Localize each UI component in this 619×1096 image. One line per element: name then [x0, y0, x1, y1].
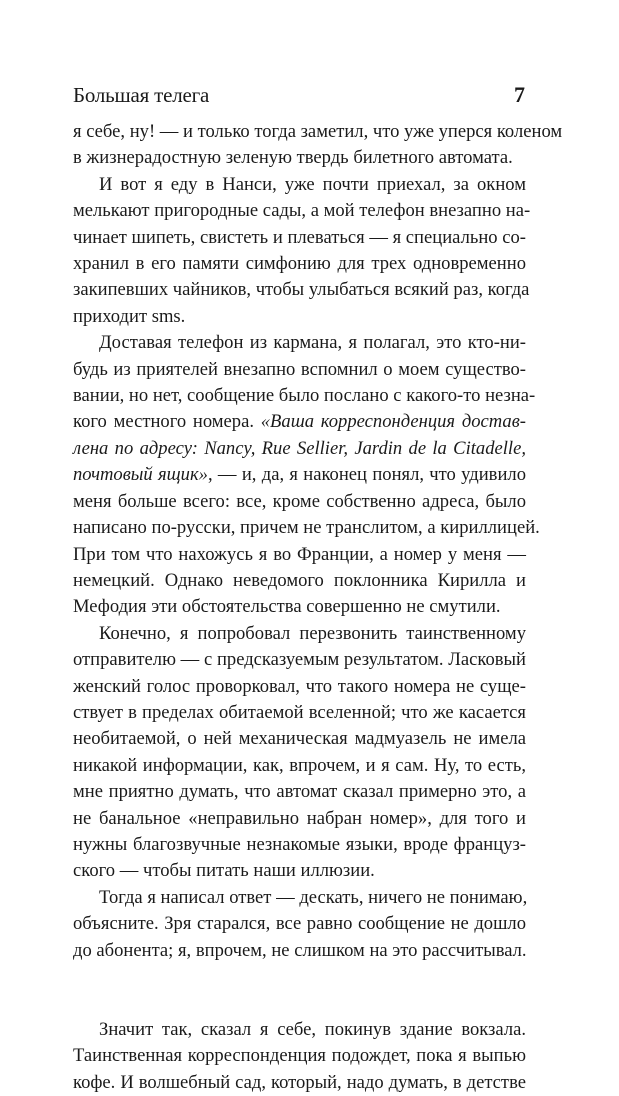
body-text — [73, 119, 563, 1096]
text-line — [73, 462, 526, 488]
paragraph — [73, 885, 526, 964]
text-line — [73, 409, 526, 435]
text-line: чинает шипеть, свистеть и плеваться — я специально со- — [73, 226, 526, 248]
text-line: закипевших чайников, чтобы улыбаться всякий раз, когда — [73, 279, 530, 301]
text-line: Доставая телефон из кармана, я полагал, это кто-ни- — [99, 332, 526, 354]
text-line: необитаемой, о ней механическая мадмуазель не имела — [73, 728, 526, 750]
paragraph — [73, 621, 526, 885]
text-line: в жизнерадостную зеленую твердь билетного автомата. — [73, 147, 513, 169]
text-line: Тогда я написал ответ — дескать, ничего не понимаю, — [99, 886, 528, 908]
text-line: Таинственная корреспонденция подождет, пока я выпью — [73, 1045, 526, 1067]
page-number: 7 — [514, 82, 525, 107]
text-line: нужны благозвучные незнакомые языки, вроде француз- — [73, 833, 526, 855]
text-line: И вот я еду в Нанси, уже почти приехал, за окном — [99, 173, 526, 195]
running-header — [73, 82, 525, 112]
text-line: Значит так, сказал я себе, покинув здание вокзала. — [99, 1019, 526, 1040]
text-line: отправителю — с предсказуемым результатом. Ласковый — [73, 649, 526, 671]
text-line: приходит sms. — [73, 305, 186, 327]
text-fragment: кого местного номера. — [73, 411, 261, 433]
text-line: кофе. И волшебный сад, который, надо думать, в детстве — [73, 1071, 526, 1093]
text-line: вании, но нет, сообщение было послано с какого-то незна- — [73, 385, 536, 407]
text-line: ского — чтобы питать наши иллюзии. — [73, 860, 375, 882]
quote-text: лена по адресу: Nancy, Rue Sellier, Jardin de la Citadelle, — [73, 437, 526, 459]
text-line: мелькают пригородные сады, а мой телефон внезапно на- — [73, 200, 531, 222]
text-line: женский голос проворковал, что такого номера не суще- — [73, 675, 526, 697]
text-fragment: , — и, да, я наконец понял, что удивило — [207, 464, 526, 486]
text-line: Конечно, я попробовал перезвонить таинственному — [99, 622, 526, 644]
paragraph — [73, 1017, 526, 1096]
paragraph — [73, 172, 531, 330]
quote-text: почтовый ящик» — [73, 464, 208, 486]
quote-text: «Ваша корреспонденция достав- — [260, 411, 526, 433]
text-line: я себе, ну! — и только тогда заметил, что уже уперся коленом — [73, 121, 563, 142]
text-line — [73, 436, 526, 462]
text-line: меня больше всего: все, кроме собственно адреса, было — [73, 490, 526, 512]
running-title: Большая телега — [73, 83, 210, 107]
text-line: хранил в его памяти симфонию для трех одновременно — [73, 253, 526, 275]
text-line: объясните. Зря старался, все равно сообщение не дошло — [73, 913, 526, 935]
text-line: немецкий. Однако неведомого поклонника Кирилла и — [73, 569, 526, 591]
text-line: никакой информации, как, впрочем, и я сам. Ну, то есть, — [73, 754, 526, 776]
text-line: не банальное «неправильно набран номер», для того и — [73, 807, 526, 829]
text-line: ствует в пределах обитаемой вселенной; что же касается — [73, 701, 526, 723]
text-line: мне приятно думать, что автомат сказал примерно это, а — [73, 781, 526, 803]
paragraph — [73, 119, 563, 172]
text-line: Мефодия эти обстоятельства совершенно не смутили. — [73, 596, 501, 618]
text-line: до абонента; я, впрочем, не слишком на это рассчитывал. — [73, 939, 527, 961]
text-line: будь из приятелей внезапно вспомнил о моем существо- — [73, 358, 526, 380]
text-line: При том что нахожусь я во Франции, а номер у меня — — [73, 543, 526, 565]
text-line: написано по-русски, причем не транслитом, а кириллицей. — [73, 517, 540, 539]
paragraph — [73, 330, 540, 620]
